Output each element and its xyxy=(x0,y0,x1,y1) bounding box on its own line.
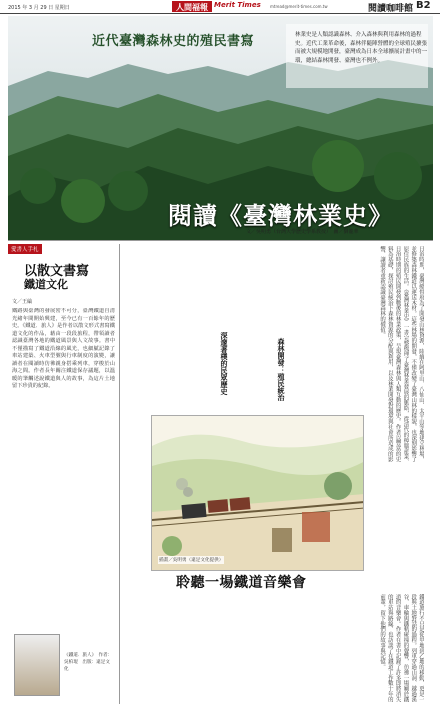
feature-title: 閱讀《臺灣林業史》 xyxy=(168,201,393,230)
sub-heading-2: 深邃著樸的民眾歷史 xyxy=(220,332,228,395)
railway-illustration xyxy=(151,415,364,571)
sub-article-title: 聆聽一場鐵道音樂會 xyxy=(176,575,307,591)
column-body: 鐵路與臺灣的發展密不可分，臺灣鐵道自清光緒年間開始興建，至今已有一百餘年的歷史。《鐵道．旅人》是作者以散文形式書寫鐵道文化的作品，藉由一段段旅程，帶領讀者認識臺灣各地的鐵道風景與人文故事。書中不僅描寫了鐵道沿線的風光，也細膩記錄了車站建築、火車型號與行車制度的演變，讓讀者在閱讀時彷彿親身搭乘列車，穿梭於山海之間。作者長年關注鐵道保存議題，以溫暖的筆觸述說鐵道與人的故事，為這片土地留下珍貴的紀錄。 xyxy=(12,308,115,389)
book-caption: 《鐵道．旅人》 作者：吳柏琨 出版：遠足文化 xyxy=(64,653,113,672)
column-title-line2: 鐵道文化 xyxy=(24,278,68,291)
column-author: 文／王綸 xyxy=(12,299,33,305)
newspaper-logo-en: Merit Times xyxy=(214,1,261,9)
byline: 文／吳明勇（台灣大學歷史學系教授） 圖／劉龍華 xyxy=(246,229,359,235)
column-tag: 愛書人手札 xyxy=(8,244,42,254)
hero-headline: 近代臺灣森林史的殖民書寫 xyxy=(92,34,255,49)
hero-intro: 林業史是人類認識森林、介入森林與利用森林的過程史。近代工業革命後，森林伴隨陣營體的全球殖民擴張而被大規模地開發，臺灣成為日本全球擴展計畫中的一環，總結森林開發、臺灣也不例外。 xyxy=(295,32,428,64)
book-notes-column xyxy=(8,244,116,704)
issue-date: 2015 年 3 月 29 日 星期日 xyxy=(8,5,70,11)
column-divider xyxy=(119,244,120,704)
hero-photo xyxy=(8,16,433,241)
section-name: 閱讀咖啡館 xyxy=(368,4,414,14)
page-header xyxy=(0,0,440,14)
page-number: B2 xyxy=(416,0,431,11)
train-drawing xyxy=(152,416,364,571)
sub-article-body: 鐵道旅行不只是從甲地到乙地的移動，更是一段與土地對話的過程。列車穿過山洞、越過溪谷，車輪與鐵軌碰撞的聲響，彷彿一場屬於鐵道的音樂會。作者在書中記錄了許多即將消失的車站與路線，也訪談了在鐵道工作數十年的前輩，留下他們的故事與記憶。 xyxy=(379,594,424,702)
newspaper-logo: 人間福報 xyxy=(172,1,212,12)
main-body-text: 日治時期，臺灣總督府為了開發山林資源，陸續在阿里山、八仙山、太平山等地建立林場，並修築森林鐵道以運送木材。這些林場的開發，不僅改變了臺灣山林的樣貌，也深刻影響了原住民族的生活。《臺灣林業史》一書完整梳理了臺灣林業發展的脈絡，從清代的樟腦產業、日治時期的殖民開發到戰後的林業政策，呈現臺灣森林與人類互動的歷史。作者以豐富的史料為基礎，探討殖民統治下森林資源的分配與利用，以及林業開發對環境與社會所造成的影響，讓讀者重新認識臺灣森林的價值。 xyxy=(379,246,424,465)
section-email: mtread@merit-times.com.tw xyxy=(270,4,328,9)
sub-heading-1: 森林開發：殖民統治 xyxy=(277,338,285,401)
illustration-caption: 插畫／吳明勇（遠足文化提供） xyxy=(159,558,224,563)
book-cover-image xyxy=(14,634,60,696)
column-title-line1: 以散文書寫 xyxy=(24,264,90,279)
